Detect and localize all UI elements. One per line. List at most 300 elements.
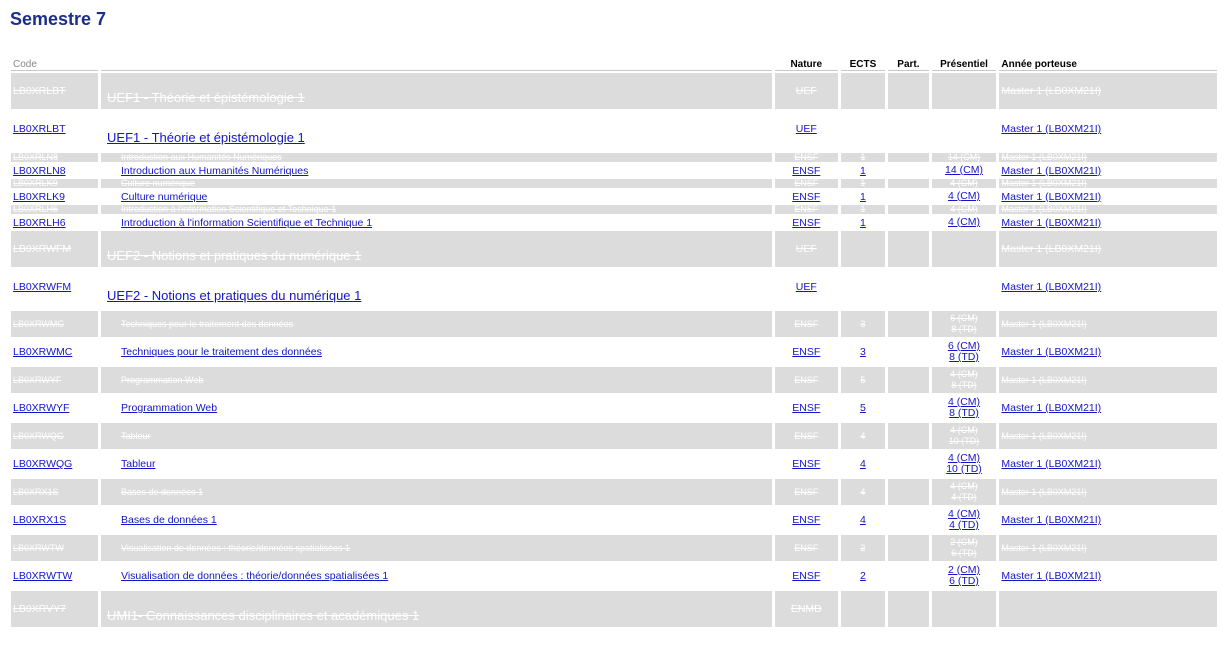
- course-nature-text: ENSF: [794, 178, 819, 188]
- course-part-cell: [888, 164, 928, 177]
- course-nature-text: ENSF: [794, 487, 819, 497]
- course-code-text: LB0XRX1S: [13, 487, 59, 497]
- course-title-text: UMI1- Connaissances disciplinaires et académiques 1: [107, 607, 420, 623]
- course-nature-cell: [775, 231, 838, 267]
- table-row-ghost: [11, 179, 1217, 188]
- course-annee-cell: [999, 179, 1217, 188]
- table-row: [11, 269, 1217, 309]
- course-ects-cell: [841, 451, 886, 477]
- course-code-cell: [11, 535, 98, 561]
- header-ects: ECTS: [841, 58, 886, 71]
- course-title-link[interactable]: Introduction aux Humanités Numériques: [121, 164, 309, 177]
- course-annee-text: Master 1 (LB0XM21I): [1001, 178, 1087, 188]
- course-nature-text: ENSF: [794, 319, 819, 329]
- table-row: [11, 339, 1217, 365]
- course-title-cell: [101, 311, 772, 337]
- course-ects-cell: [841, 563, 886, 589]
- course-ects-link[interactable]: 2: [859, 570, 866, 582]
- course-title-cell: [101, 479, 772, 505]
- course-nature-cell: [775, 339, 838, 365]
- course-nature-link[interactable]: ENSF: [792, 514, 821, 526]
- course-annee-cell: [999, 153, 1217, 162]
- course-title-cell: [101, 205, 772, 214]
- course-nature-link[interactable]: ENSF: [792, 402, 821, 414]
- course-title-link[interactable]: Introduction à l'information Scientifique et Technique 1: [121, 216, 373, 229]
- course-ects-cell: [841, 507, 886, 533]
- course-presentiel-cell: [932, 111, 997, 151]
- course-title-cell: [101, 190, 772, 203]
- course-annee-link[interactable]: Master 1 (LB0XM21I): [1001, 190, 1102, 203]
- course-code-text: LB0XRLN8: [13, 152, 59, 162]
- course-annee-link[interactable]: Master 1 (LB0XM21I): [1001, 281, 1102, 293]
- course-title-cell: [101, 423, 772, 449]
- course-annee-link[interactable]: Master 1 (LB0XM21I): [1001, 458, 1102, 470]
- course-part-cell: [888, 367, 928, 393]
- course-ects-link[interactable]: 4: [859, 514, 866, 526]
- course-part-cell: [888, 451, 928, 477]
- course-presentiel-link[interactable]: 4 (CM): [947, 508, 981, 520]
- course-code-text: LB0XRWFM: [13, 243, 72, 255]
- course-presentiel-cell: [932, 451, 997, 477]
- course-nature-link[interactable]: ENSF: [792, 216, 821, 229]
- course-title-text: Techniques pour le traitement des données: [121, 319, 294, 329]
- course-annee-cell: [999, 231, 1217, 267]
- course-nature-cell: [775, 479, 838, 505]
- course-presentiel-link[interactable]: 8 (TD): [949, 351, 979, 363]
- course-code-text: LB0XRWMC: [13, 319, 64, 329]
- course-annee-cell: [999, 479, 1217, 505]
- course-part-cell: [888, 395, 928, 421]
- course-code-link[interactable]: LB0XRX1S: [13, 514, 67, 526]
- course-title-cell: [101, 507, 772, 533]
- course-code-link[interactable]: LB0XRWMC: [13, 346, 73, 358]
- course-title-link[interactable]: Programmation Web: [121, 402, 218, 414]
- course-presentiel-cell: [932, 535, 997, 561]
- course-code-cell: [11, 451, 98, 477]
- course-nature-link[interactable]: ENSF: [792, 570, 821, 582]
- course-annee-link[interactable]: Master 1 (LB0XM21I): [1001, 346, 1102, 358]
- table-row-ghost: [11, 367, 1217, 393]
- course-ects-cell: [841, 153, 886, 162]
- course-title-cell: [101, 153, 772, 162]
- course-title-cell: [101, 73, 772, 109]
- course-presentiel-cell: [932, 231, 997, 267]
- course-code-cell: [11, 563, 98, 589]
- course-ects-text: 4: [860, 431, 866, 441]
- course-presentiel-link[interactable]: 2 (CM): [947, 564, 981, 576]
- course-ects-cell: [841, 423, 886, 449]
- course-presentiel-cell: [932, 479, 997, 505]
- course-ects-text: 5: [860, 375, 866, 385]
- course-nature-text: ENMD: [790, 603, 822, 615]
- course-annee-link[interactable]: Master 1 (LB0XM21I): [1001, 216, 1102, 229]
- course-presentiel-text: 2 (CM): [950, 537, 978, 547]
- course-part-cell: [888, 339, 928, 365]
- course-presentiel-link[interactable]: 6 (CM): [947, 340, 981, 352]
- course-nature-text: UEF: [795, 243, 817, 255]
- course-presentiel-link[interactable]: 4 (CM): [947, 396, 981, 408]
- course-part-cell: [888, 111, 928, 151]
- course-title-cell: [101, 339, 772, 365]
- course-title-link[interactable]: Bases de données 1: [121, 514, 217, 526]
- course-annee-text: Master 1 (LB0XM21I): [1001, 431, 1087, 441]
- course-ects-cell: [841, 479, 886, 505]
- course-ects-link[interactable]: 5: [859, 402, 866, 414]
- course-title-link[interactable]: UEF2 - Notions et pratiques du numérique 1: [107, 287, 362, 303]
- course-ects-cell: [841, 367, 886, 393]
- course-part-cell: [888, 73, 928, 109]
- course-code-link[interactable]: LB0XRWYF: [13, 402, 70, 414]
- course-title-cell: [101, 269, 772, 309]
- course-annee-cell: [999, 111, 1217, 151]
- course-annee-text: Master 1 (LB0XM21I): [1001, 375, 1087, 385]
- course-presentiel-cell: [932, 73, 997, 109]
- course-presentiel-text: 4 (CM): [950, 178, 978, 188]
- course-nature-cell: [775, 311, 838, 337]
- course-ects-cell: [841, 216, 886, 229]
- course-title-text: UEF2 - Notions et pratiques du numérique 1: [107, 247, 362, 263]
- course-title-cell: [101, 563, 772, 589]
- course-ects-text: 1: [860, 152, 866, 162]
- course-presentiel-text: 6 (CM): [950, 313, 978, 323]
- course-code-cell: [11, 507, 98, 533]
- course-part-cell: [888, 591, 928, 627]
- course-presentiel-link[interactable]: 10 (TD): [946, 463, 982, 475]
- table-row: [11, 190, 1217, 203]
- course-nature-cell: [775, 535, 838, 561]
- course-code-cell: [11, 367, 98, 393]
- table-body: [11, 73, 1217, 627]
- course-annee-text: Master 1 (LB0XM21I): [1001, 319, 1087, 329]
- course-presentiel-cell: [932, 179, 997, 188]
- course-code-text: LB0XRWQG: [13, 431, 64, 441]
- course-code-cell: [11, 216, 98, 229]
- course-annee-cell: [999, 164, 1217, 177]
- course-code-cell: [11, 591, 98, 627]
- table-row-ghost: [11, 535, 1217, 561]
- table-row: [11, 164, 1217, 177]
- course-title-text: Introduction aux Humanités Numériques: [121, 152, 282, 162]
- course-title-link[interactable]: Culture numérique: [121, 190, 208, 203]
- course-ects-cell: [841, 269, 886, 309]
- course-ects-text: 1: [860, 178, 866, 188]
- course-presentiel-link[interactable]: 6 (TD): [949, 575, 979, 587]
- course-code-text: LB0XRVY7: [13, 603, 66, 615]
- course-ects-cell: [841, 190, 886, 203]
- course-nature-text: ENSF: [794, 431, 819, 441]
- table-row-ghost: [11, 479, 1217, 505]
- course-part-cell: [888, 216, 928, 229]
- course-part-cell: [888, 563, 928, 589]
- table-row-ghost: [11, 231, 1217, 267]
- course-presentiel-cell: [932, 153, 997, 162]
- course-annee-cell: [999, 367, 1217, 393]
- course-part-cell: [888, 507, 928, 533]
- course-annee-link[interactable]: Master 1 (LB0XM21I): [1001, 164, 1102, 177]
- course-ects-cell: [841, 164, 886, 177]
- course-title-cell: [101, 367, 772, 393]
- course-title-cell: [101, 111, 772, 151]
- course-title-text: Culture numérique: [121, 178, 196, 188]
- course-presentiel-cell: [932, 311, 997, 337]
- course-annee-text: Master 1 (LB0XM21I): [1001, 487, 1087, 497]
- course-table: [8, 56, 1220, 629]
- course-annee-cell: [999, 535, 1217, 561]
- course-title-cell: [101, 591, 772, 627]
- course-presentiel-cell: [932, 423, 997, 449]
- course-presentiel-cell: [932, 591, 997, 627]
- course-nature-cell: [775, 423, 838, 449]
- course-ects-link[interactable]: 1: [859, 190, 866, 203]
- course-annee-text: Master 1 (LB0XM21I): [1001, 85, 1102, 97]
- course-title-cell: [101, 216, 772, 229]
- course-annee-link[interactable]: Master 1 (LB0XM21I): [1001, 402, 1102, 414]
- course-presentiel-cell: [932, 190, 997, 203]
- course-annee-cell: [999, 591, 1217, 627]
- table-row: [11, 216, 1217, 229]
- course-code-cell: [11, 339, 98, 365]
- course-title-link[interactable]: Techniques pour le traitement des données: [121, 346, 322, 358]
- course-part-cell: [888, 179, 928, 188]
- course-nature-cell: [775, 153, 838, 162]
- course-ects-link[interactable]: 1: [859, 216, 866, 229]
- course-annee-link[interactable]: Master 1 (LB0XM21I): [1001, 123, 1102, 135]
- course-code-link[interactable]: LB0XRLK9: [13, 190, 65, 203]
- course-presentiel-link[interactable]: 4 (CM): [947, 452, 981, 464]
- header-presentiel: Présentiel: [932, 58, 997, 71]
- course-presentiel-cell: [932, 339, 997, 365]
- table-row: [11, 507, 1217, 533]
- table-row: [11, 111, 1217, 151]
- course-presentiel-cell: [932, 395, 997, 421]
- course-title-text: Programmation Web: [121, 375, 204, 385]
- table-row: [11, 395, 1217, 421]
- course-code-text: LB0XRWTW: [13, 543, 64, 553]
- course-nature-text: ENSF: [794, 375, 819, 385]
- course-ects-text: 3: [860, 319, 866, 329]
- course-title-link[interactable]: UEF1 - Théorie et épistémologie 1: [107, 129, 305, 145]
- course-presentiel-text: 4 (CM): [950, 481, 978, 491]
- course-ects-link[interactable]: 3: [859, 346, 866, 358]
- course-code-link[interactable]: LB0XRWQG: [13, 458, 73, 470]
- course-nature-cell: [775, 164, 838, 177]
- course-title-text: UEF1 - Théorie et épistémologie 1: [107, 89, 305, 105]
- header-part: Part.: [888, 58, 928, 71]
- course-nature-text: ENSF: [794, 152, 819, 162]
- course-title-link[interactable]: Tableur: [121, 458, 156, 470]
- course-title-cell: [101, 231, 772, 267]
- course-code-text: LB0XRWYF: [13, 375, 62, 385]
- course-code-cell: [11, 164, 98, 177]
- course-title-cell: [101, 164, 772, 177]
- course-nature-link[interactable]: UEF: [795, 123, 817, 135]
- course-ects-cell: [841, 311, 886, 337]
- course-presentiel-text: 10 (TD): [948, 436, 980, 446]
- page-title: Semestre 7: [10, 9, 107, 29]
- course-nature-cell: [775, 73, 838, 109]
- course-nature-cell: [775, 190, 838, 203]
- course-code-cell: [11, 111, 98, 151]
- course-presentiel-text: 4 (CM): [950, 425, 978, 435]
- course-ects-cell: [841, 591, 886, 627]
- course-code-cell: [11, 231, 98, 267]
- course-part-cell: [888, 311, 928, 337]
- course-nature-link[interactable]: ENSF: [792, 164, 821, 177]
- table-row-ghost: [11, 73, 1217, 109]
- course-code-cell: [11, 179, 98, 188]
- course-ects-text: 4: [860, 487, 866, 497]
- course-ects-cell: [841, 205, 886, 214]
- course-code-link[interactable]: LB0XRWTW: [13, 570, 73, 582]
- course-annee-cell: [999, 339, 1217, 365]
- course-ects-cell: [841, 395, 886, 421]
- course-code-cell: [11, 153, 98, 162]
- course-code-text: LB0XRLBT: [13, 85, 66, 97]
- course-title-cell: [101, 451, 772, 477]
- course-code-cell: [11, 190, 98, 203]
- course-title-cell: [101, 395, 772, 421]
- header-annee: Année porteuse: [999, 58, 1217, 71]
- table-header-row: [11, 58, 1217, 71]
- course-presentiel-cell: [932, 205, 997, 214]
- table-row: [11, 451, 1217, 477]
- course-nature-cell: [775, 269, 838, 309]
- course-code-cell: [11, 205, 98, 214]
- course-annee-text: Master 1 (LB0XM21I): [1001, 152, 1087, 162]
- course-ects-cell: [841, 179, 886, 188]
- course-code-cell: [11, 73, 98, 109]
- header-code: Code: [11, 58, 98, 71]
- course-presentiel-cell: [932, 367, 997, 393]
- course-annee-cell: [999, 269, 1217, 309]
- course-code-cell: [11, 269, 98, 309]
- course-presentiel-cell: [932, 216, 997, 229]
- table-row: [11, 563, 1217, 589]
- table-row-ghost: [11, 423, 1217, 449]
- course-annee-cell: [999, 205, 1217, 214]
- course-code-cell: [11, 479, 98, 505]
- course-presentiel-cell: [932, 164, 997, 177]
- course-annee-cell: [999, 507, 1217, 533]
- course-part-cell: [888, 231, 928, 267]
- course-title-text: Introduction à l'information Scientifique et Technique 1: [121, 204, 337, 214]
- course-nature-cell: [775, 179, 838, 188]
- course-annee-cell: [999, 563, 1217, 589]
- course-annee-cell: [999, 216, 1217, 229]
- course-presentiel-link[interactable]: 4 (CM): [947, 190, 981, 202]
- course-nature-cell: [775, 451, 838, 477]
- course-ects-cell: [841, 535, 886, 561]
- course-nature-cell: [775, 111, 838, 151]
- header-nature: Nature: [775, 58, 838, 71]
- course-annee-text: Master 1 (LB0XM21I): [1001, 204, 1087, 214]
- course-nature-link[interactable]: UEF: [795, 281, 817, 293]
- course-part-cell: [888, 153, 928, 162]
- table-row-ghost: [11, 311, 1217, 337]
- course-presentiel-text: 4 (TD): [951, 492, 977, 502]
- course-presentiel-text: 4 (CM): [950, 369, 978, 379]
- course-code-text: LB0XRLK9: [13, 178, 58, 188]
- course-annee-text: Master 1 (LB0XM21I): [1001, 543, 1087, 553]
- course-code-link[interactable]: LB0XRLBT: [13, 123, 66, 135]
- course-nature-text: ENSF: [794, 204, 819, 214]
- course-nature-link[interactable]: ENSF: [792, 458, 821, 470]
- course-presentiel-cell: [932, 269, 997, 309]
- course-presentiel-text: 8 (TD): [951, 380, 977, 390]
- course-nature-cell: [775, 507, 838, 533]
- course-code-text: LB0XRLH6: [13, 204, 59, 214]
- course-ects-link[interactable]: 4: [859, 458, 866, 470]
- course-part-cell: [888, 535, 928, 561]
- course-ects-link[interactable]: 1: [859, 164, 866, 177]
- course-nature-cell: [775, 395, 838, 421]
- course-presentiel-link[interactable]: 4 (CM): [947, 216, 981, 228]
- course-ects-text: 1: [860, 204, 866, 214]
- course-annee-link[interactable]: Master 1 (LB0XM21I): [1001, 514, 1102, 526]
- course-title-cell: [101, 535, 772, 561]
- course-code-cell: [11, 395, 98, 421]
- course-ects-cell: [841, 231, 886, 267]
- course-annee-cell: [999, 395, 1217, 421]
- course-ects-cell: [841, 339, 886, 365]
- course-presentiel-text: 4 (CM): [950, 204, 978, 214]
- course-nature-link[interactable]: ENSF: [792, 190, 821, 203]
- course-nature-text: UEF: [795, 85, 817, 97]
- course-presentiel-text: 6 (TD): [951, 548, 977, 558]
- course-title-text: Tableur: [121, 431, 151, 441]
- course-nature-cell: [775, 591, 838, 627]
- course-ects-cell: [841, 73, 886, 109]
- course-presentiel-link[interactable]: 4 (TD): [949, 519, 979, 531]
- course-nature-cell: [775, 367, 838, 393]
- course-presentiel-link[interactable]: 14 (CM): [945, 164, 983, 176]
- course-presentiel-cell: [932, 507, 997, 533]
- course-annee-text: Master 1 (LB0XM21I): [1001, 243, 1102, 255]
- course-title-text: Visualisation de données : théorie/données spatialisées 1: [121, 543, 351, 553]
- course-nature-cell: [775, 216, 838, 229]
- course-presentiel-cell: [932, 563, 997, 589]
- course-code-link[interactable]: LB0XRWFM: [13, 281, 72, 293]
- course-code-link[interactable]: LB0XRLN8: [13, 164, 66, 177]
- course-title-text: Bases de données 1: [121, 487, 204, 497]
- table-row-ghost: [11, 205, 1217, 214]
- course-ects-cell: [841, 111, 886, 151]
- course-nature-cell: [775, 205, 838, 214]
- course-code-cell: [11, 423, 98, 449]
- course-annee-cell: [999, 423, 1217, 449]
- course-annee-cell: [999, 73, 1217, 109]
- course-code-link[interactable]: LB0XRLH6: [13, 216, 66, 229]
- course-part-cell: [888, 269, 928, 309]
- course-annee-cell: [999, 311, 1217, 337]
- course-presentiel-text: 14 (CM): [947, 152, 981, 162]
- course-annee-cell: [999, 190, 1217, 203]
- course-presentiel-text: 8 (TD): [951, 324, 977, 334]
- table-row-ghost: [11, 591, 1217, 627]
- course-nature-text: ENSF: [794, 543, 819, 553]
- course-part-cell: [888, 205, 928, 214]
- course-annee-cell: [999, 451, 1217, 477]
- course-nature-link[interactable]: ENSF: [792, 346, 821, 358]
- course-presentiel-link[interactable]: 8 (TD): [949, 407, 979, 419]
- course-annee-link[interactable]: Master 1 (LB0XM21I): [1001, 570, 1102, 582]
- table-row-ghost: [11, 153, 1217, 162]
- course-title-link[interactable]: Visualisation de données : théorie/données spatialisées 1: [121, 570, 389, 582]
- header-title: [101, 58, 772, 71]
- course-title-cell: [101, 179, 772, 188]
- course-part-cell: [888, 190, 928, 203]
- course-part-cell: [888, 479, 928, 505]
